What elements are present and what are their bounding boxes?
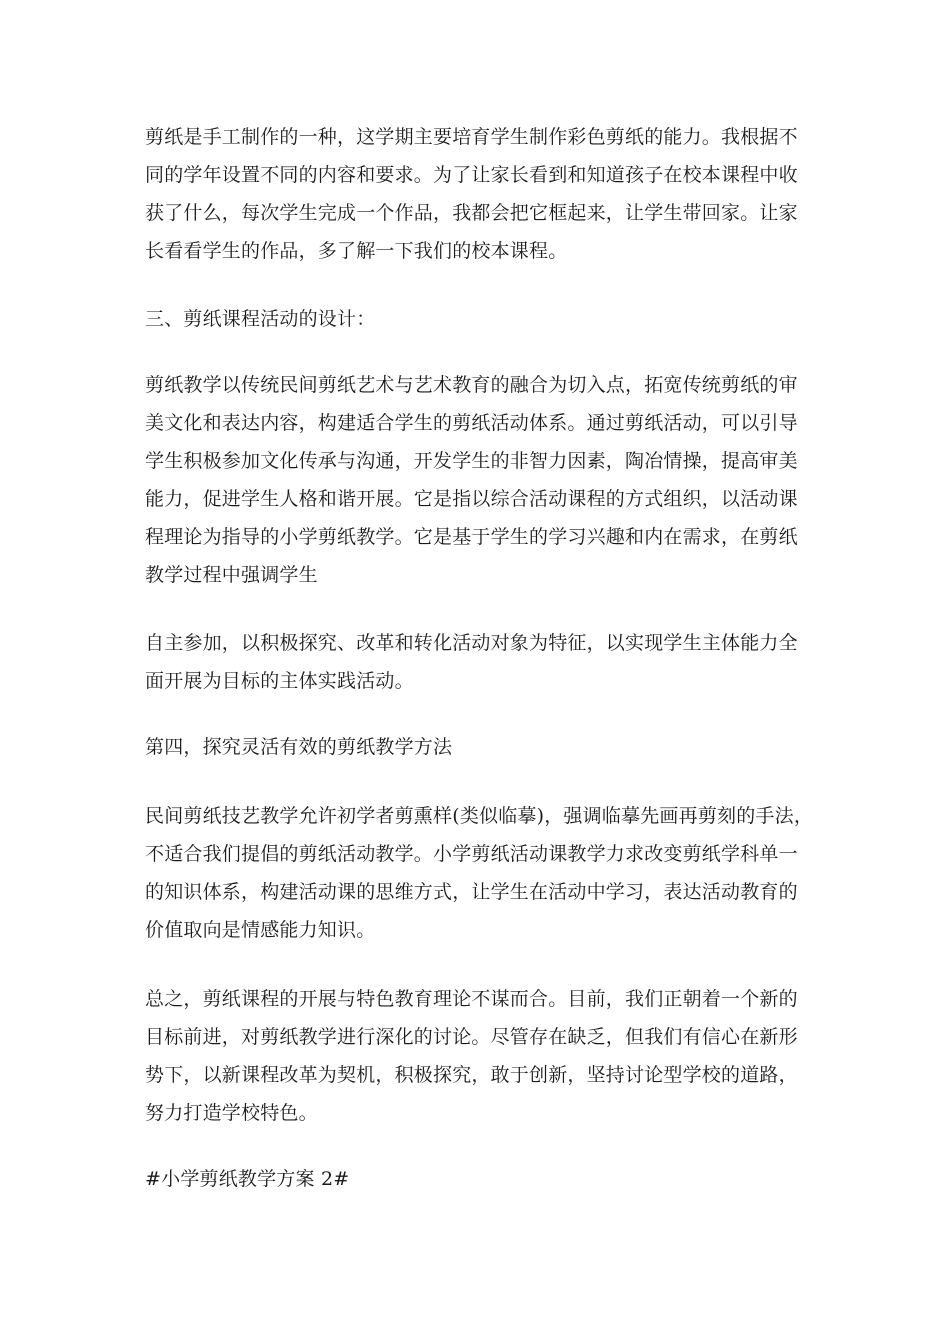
text-line: 获了什么，每次学生完成一个作品，我都会把它框起来，让学生带回家。让家: [145, 202, 798, 224]
text-line: 同的学年设置不同的内容和要求。为了让家长看到和知道孩子在校本课程中收: [145, 164, 798, 186]
text-line: 三、剪纸课程活动的设计：: [145, 308, 376, 330]
text-line: 第四，探究灵活有效的剪纸教学方法: [145, 736, 453, 758]
text-line: 努力打造学校特色。: [145, 1102, 318, 1124]
text-line: 剪纸是手工制作的一种，这学期主要培育学生制作彩色剪纸的能力。我根据不: [145, 126, 798, 148]
text-line: 长看看学生的作品，多了解一下我们的校本课程。: [145, 240, 568, 262]
text-line: 自主参加，以积极探究、改革和转化活动对象为特征，以实现学生主体能力全: [145, 632, 798, 654]
text-line: #小学剪纸教学方案 2#: [145, 1168, 350, 1190]
section-heading-4: [145, 728, 810, 766]
paragraph-3: [145, 624, 810, 700]
text-line: 程理论为指导的小学剪纸教学。它是基于学生的学习兴趣和内在需求，在剪纸: [145, 526, 798, 548]
paragraph-1: [145, 118, 810, 270]
text-line: 剪纸教学以传统民间剪纸艺术与艺术教育的融合为切入点，拓宽传统剪纸的审: [145, 374, 798, 396]
text-line: 美文化和表达内容，构建适合学生的剪纸活动体系。通过剪纸活动，可以引导: [145, 412, 798, 434]
text-line: 面开展为目标的主体实践活动。: [145, 670, 414, 692]
text-line: 民间剪纸技艺教学允许初学者剪熏样(类似临摹)，强调临摹先画再剪刻的手法，: [145, 805, 814, 827]
paragraph-2: [145, 366, 810, 594]
text-line: 价值取向是情感能力知识。: [145, 919, 376, 941]
section-heading-3: [145, 300, 810, 338]
text-line: 教学过程中强调学生: [145, 564, 318, 586]
text-line: 总之，剪纸课程的开展与特色教育理论不谋而合。目前，我们正朝着一个新的: [145, 988, 798, 1010]
paragraph-5: [145, 980, 810, 1132]
text-line: 的知识体系，构建活动课的思维方式，让学生在活动中学习，表达活动教育的: [145, 881, 798, 903]
paragraph-4: [145, 797, 814, 949]
text-line: 目标前进，对剪纸教学进行深化的讨论。尽管存在缺乏，但我们有信心在新形: [145, 1026, 798, 1048]
text-line: 学生积极参加文化传承与沟通，开发学生的非智力因素，陶冶情操，提高审美: [145, 450, 798, 472]
text-line: 势下，以新课程改革为契机，积极探究，敢于创新，坚持讨论型学校的道路，: [145, 1064, 798, 1086]
plan-title-2: [145, 1160, 810, 1198]
text-line: 不适合我们提倡的剪纸活动教学。小学剪纸活动课教学力求改变剪纸学科单一: [145, 843, 798, 865]
text-line: 能力，促进学生人格和谐开展。它是指以综合活动课程的方式组织，以活动课: [145, 488, 798, 510]
